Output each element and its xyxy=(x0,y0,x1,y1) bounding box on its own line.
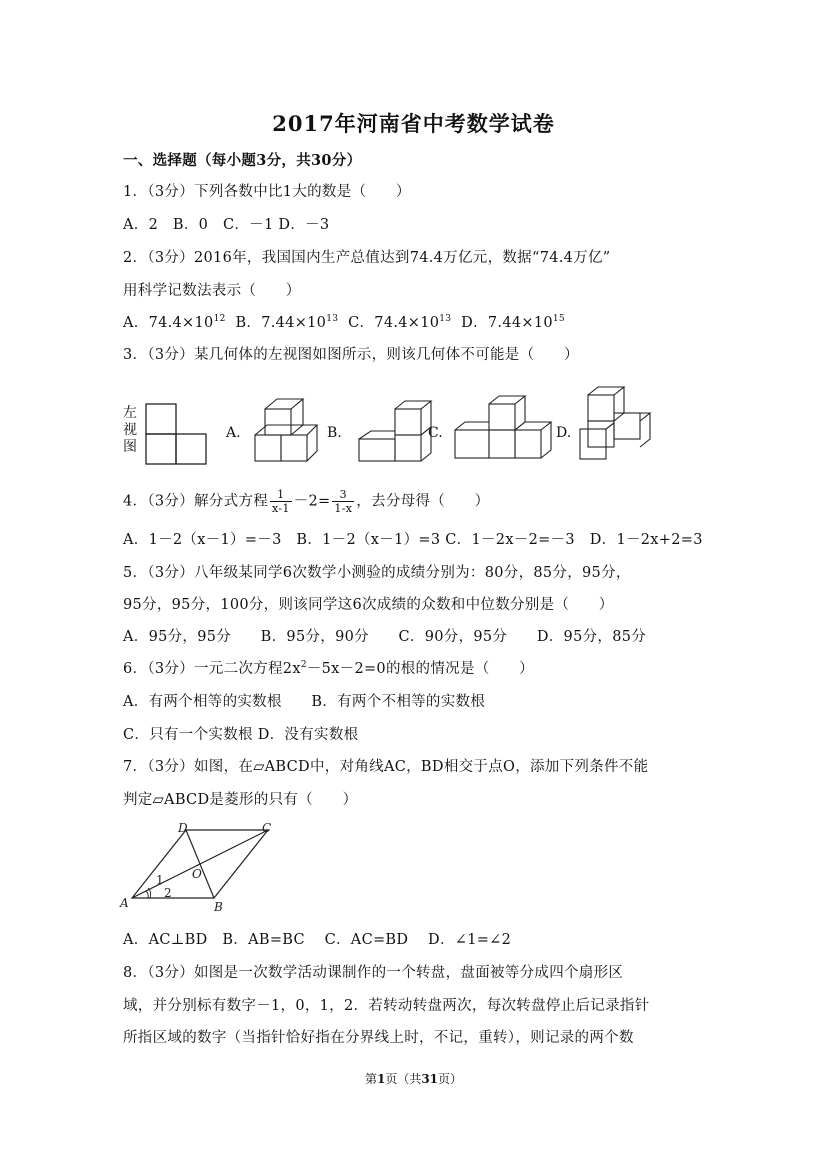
question-3-stem: 3．（3分）某几何体的左视图如图所示，则该几何体不可能是（ ） xyxy=(123,347,579,363)
page-footer xyxy=(0,1070,827,1087)
question-4-stem xyxy=(123,488,489,515)
vertex-a-label: A xyxy=(120,896,129,910)
footer-mid: 页（共 xyxy=(385,1072,422,1086)
q2-exp-a: 12 xyxy=(213,314,226,324)
q3-option-c-label: C. xyxy=(428,425,443,441)
q6-exponent: 2 xyxy=(300,660,307,670)
footer-pre: 第 xyxy=(364,1072,377,1086)
q4-frac1-num: 1 xyxy=(270,488,292,502)
question-1-stem: 1．（3分）下列各数中比1大的数是（ ） xyxy=(123,184,411,200)
question-6-stem xyxy=(123,659,534,679)
q2-exp-d: 15 xyxy=(552,314,565,324)
section-heading: 一、选择题（每小题3分，共30分） xyxy=(123,152,362,169)
question-6-options-line2: C．只有一个实数根 D．没有实数根 xyxy=(123,727,359,743)
q3-option-a-label: A. xyxy=(226,425,241,441)
footer-page-number: 1 xyxy=(376,1072,386,1086)
q2-exp-b: 13 xyxy=(326,314,339,324)
q4-stem-pre: 4．（3分）解分式方程 xyxy=(123,493,268,510)
parallelogram-figure xyxy=(118,818,288,913)
question-2-stem-line1: 2．（3分）2016年，我国国内生产总值达到74.4万亿元，数据“74.4万亿” xyxy=(123,250,611,266)
question-7-options: A．AC⊥BD B．AB=BC C．AC=BD D．∠1=∠2 xyxy=(123,932,512,948)
footer-total-pages: 31 xyxy=(421,1072,439,1086)
question-5-stem-line2: 95分，95分，100分，则该同学这6次成绩的众数和中位数分别是（ ） xyxy=(123,597,614,613)
q2-option-c: C．74.4×10 xyxy=(348,315,440,331)
q3-option-b-label: B. xyxy=(327,425,342,441)
angle-1-label: 1 xyxy=(156,873,164,887)
q6-stem-pre: 6．（3分）一元二次方程2x xyxy=(123,661,301,677)
footer-post: 页） xyxy=(438,1072,463,1086)
q6-stem-post: －5x－2=0的根的情况是（ ） xyxy=(306,661,534,677)
q4-mid: －2= xyxy=(293,493,331,510)
q3-option-d-label: D. xyxy=(556,425,572,441)
question-7-stem-line1: 7．（3分）如图，在▱ABCD中，对角线AC，BD相交于点O，添加下列条件不能 xyxy=(123,759,649,775)
question-1-options: A．2 B．0 C．－1 D．－3 xyxy=(123,217,330,233)
question-4-options: A．1－2（x－1）=－3 B．1－2（x－1）=3 C．1－2x－2=－3 D．1－2x+2=3 xyxy=(123,532,703,548)
q2-option-b: B．7.44×10 xyxy=(235,315,327,331)
question-2-stem-line2: 用科学记数法表示（ ） xyxy=(123,283,301,299)
question-5-options: A．95分，95分 B．95分，90分 C．90分，95分 D．95分，85分 xyxy=(123,629,647,645)
left-view-label xyxy=(123,405,139,456)
left-view-char: 左 xyxy=(123,405,137,421)
question-2-options xyxy=(123,313,565,333)
left-view-char: 图 xyxy=(123,439,137,455)
q4-frac1-den: x-1 xyxy=(272,502,290,515)
q2-option-a: A．74.4×10 xyxy=(123,315,214,331)
q2-option-d: D．7.44×10 xyxy=(461,315,553,331)
question-5-stem-line1: 5．（3分）八年级某同学6次数学小测验的成绩分别为：80分，85分，95分， xyxy=(123,565,631,581)
vertex-b-label: B xyxy=(214,900,223,913)
q4-fraction-2 xyxy=(332,488,354,515)
question-7-stem-line2: 判定▱ABCD是菱形的只有（ ） xyxy=(123,792,358,808)
vertex-d-label: D xyxy=(178,821,188,835)
left-view-drawing xyxy=(145,403,235,469)
q4-stem-post: ，去分母得（ ） xyxy=(356,493,490,510)
q2-exp-c: 13 xyxy=(439,314,452,324)
q3-option-figures xyxy=(240,385,680,470)
question-6-options-line1: A．有两个相等的实数根 B．有两个不相等的实数根 xyxy=(123,694,486,710)
question-8-stem-line2: 域，并分别标有数字－1，0，1，2．若转动转盘两次，每次转盘停止后记录指针 xyxy=(123,998,650,1014)
left-view-char: 视 xyxy=(123,422,137,438)
q4-frac2-num: 3 xyxy=(332,488,354,502)
vertex-c-label: C xyxy=(262,821,272,835)
question-8-stem-line1: 8．（3分）如图是一次数学活动课制作的一个转盘，盘面被等分成四个扇形区 xyxy=(123,965,624,981)
point-o-label: O xyxy=(192,867,202,881)
q4-frac2-den: 1-x xyxy=(334,502,353,515)
angle-2-label: 2 xyxy=(164,886,172,900)
page-title: 2017年河南省中考数学试卷 xyxy=(272,111,555,136)
question-8-stem-line3: 所指区域的数字（当指针恰好指在分界线上时，不记，重转），则记录的两个数 xyxy=(123,1030,634,1046)
q4-fraction-1 xyxy=(270,488,292,515)
